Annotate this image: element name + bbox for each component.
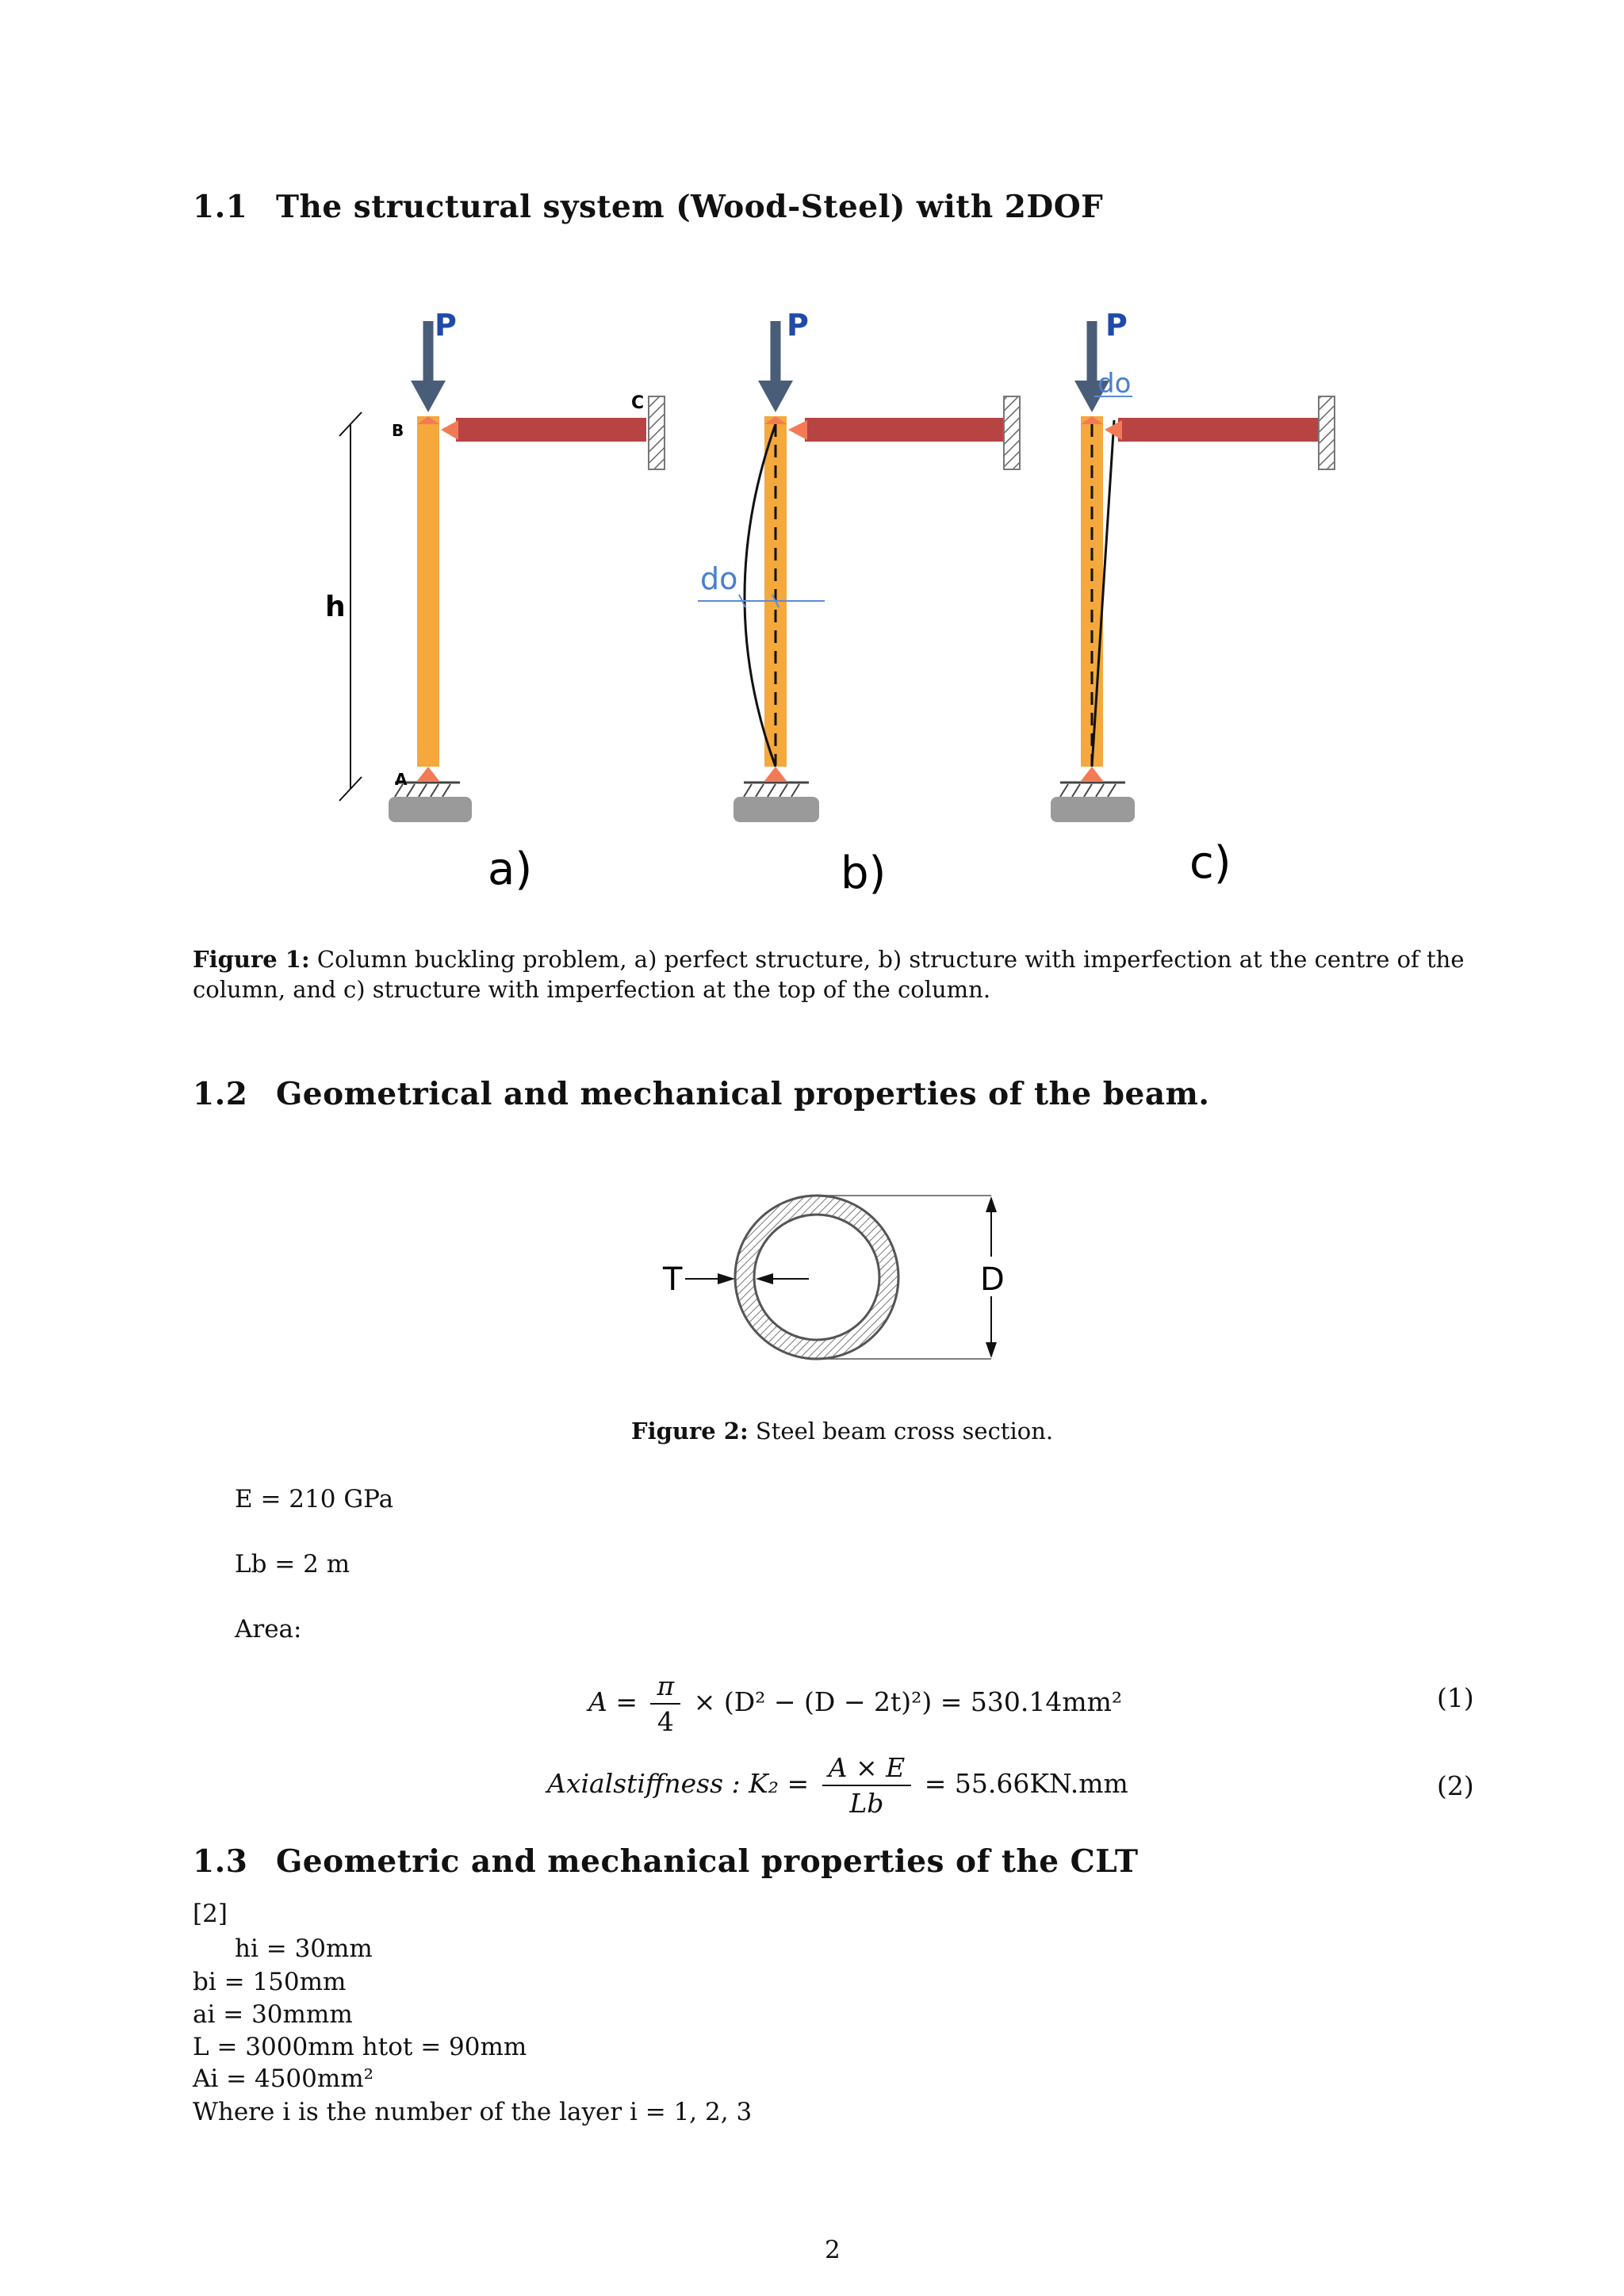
eq2-num: A × E — [822, 1752, 912, 1786]
label-a: a) — [488, 844, 533, 895]
label-T: T — [663, 1261, 683, 1298]
figure-1-caption — [193, 944, 1477, 1004]
figure-1-column-buckling — [301, 305, 1348, 904]
structure-b — [698, 308, 1020, 899]
eq2-lhs: Axialstiffness : K₂ = — [547, 1768, 810, 1799]
section-number: 1.2 — [193, 1076, 248, 1112]
structure-c — [1051, 308, 1335, 889]
section-title: Geometric and mechanical properties of the CLT — [276, 1843, 1139, 1880]
label-P: P — [787, 308, 809, 342]
label-P: P — [435, 308, 457, 342]
eq1-fraction — [650, 1670, 680, 1737]
label-h: h — [325, 591, 346, 623]
label-P: P — [1105, 308, 1128, 342]
reference-2: [2] — [193, 1900, 228, 1928]
label-B: B — [392, 421, 404, 440]
caption-label: Figure 2: — [631, 1418, 749, 1445]
eq1-lhs: A = — [588, 1686, 638, 1717]
property-area: Area: — [235, 1615, 302, 1644]
page-number: 2 — [825, 2236, 841, 2264]
clt-line: bi = 150mm — [193, 1968, 347, 1996]
label-D: D — [980, 1261, 1005, 1298]
equation-1 — [588, 1670, 1122, 1737]
caption-label: Figure 1: — [193, 946, 310, 973]
label-A: A — [395, 770, 408, 789]
clt-line: hi = 30mm — [235, 1934, 373, 1963]
property-Lb: Lb = 2 m — [235, 1550, 350, 1578]
clt-line: Ai = 4500mm² — [193, 2064, 374, 2093]
figure-2-caption — [631, 1416, 1053, 1446]
label-b: b) — [841, 848, 887, 899]
eq1-rhs: × (D² − (D − 2t)²) = 530.14mm² — [693, 1686, 1123, 1717]
section-title: Geometrical and mechanical properties of the beam. — [276, 1076, 1210, 1112]
clt-line: L = 3000mm htot = 90mm — [193, 2033, 527, 2061]
label-C: C — [631, 393, 645, 413]
property-E: E = 210 GPa — [235, 1485, 394, 1513]
label-c: c) — [1189, 837, 1231, 889]
section-title-1-3 — [193, 1843, 1138, 1880]
clt-line: ai = 30mmm — [193, 2000, 353, 2029]
section-title: The structural system (Wood-Steel) with 2DOF — [276, 189, 1104, 225]
equation-2-number: (2) — [1437, 1770, 1474, 1801]
eq1-four: 4 — [657, 1706, 674, 1737]
section-title-1-1 — [193, 189, 1103, 225]
label-d0: do — [700, 561, 738, 596]
label-d0: do — [1097, 368, 1132, 400]
section-title-1-2 — [193, 1076, 1209, 1112]
eq2-fraction — [822, 1752, 912, 1819]
section-number: 1.1 — [193, 189, 248, 225]
caption-text: Column buckling problem, a) perfect structure, b) structure with imperfection at the centre of the column, and c) structure with imperfection at the top of the column. — [193, 946, 1465, 1003]
structure-a — [325, 308, 665, 895]
eq1-pi: π — [650, 1670, 680, 1705]
equation-2 — [547, 1752, 1128, 1819]
clt-line: Where i is the number of the layer i = 1, 2, 3 — [193, 2098, 753, 2126]
caption-text: Steel beam cross section. — [755, 1418, 1054, 1445]
section-number: 1.3 — [193, 1843, 248, 1880]
figure-2-cross-section — [658, 1185, 1015, 1372]
eq2-den: Lb — [849, 1788, 884, 1819]
equation-1-number: (1) — [1437, 1682, 1474, 1713]
eq2-rhs: = 55.66KN.mm — [924, 1768, 1128, 1799]
